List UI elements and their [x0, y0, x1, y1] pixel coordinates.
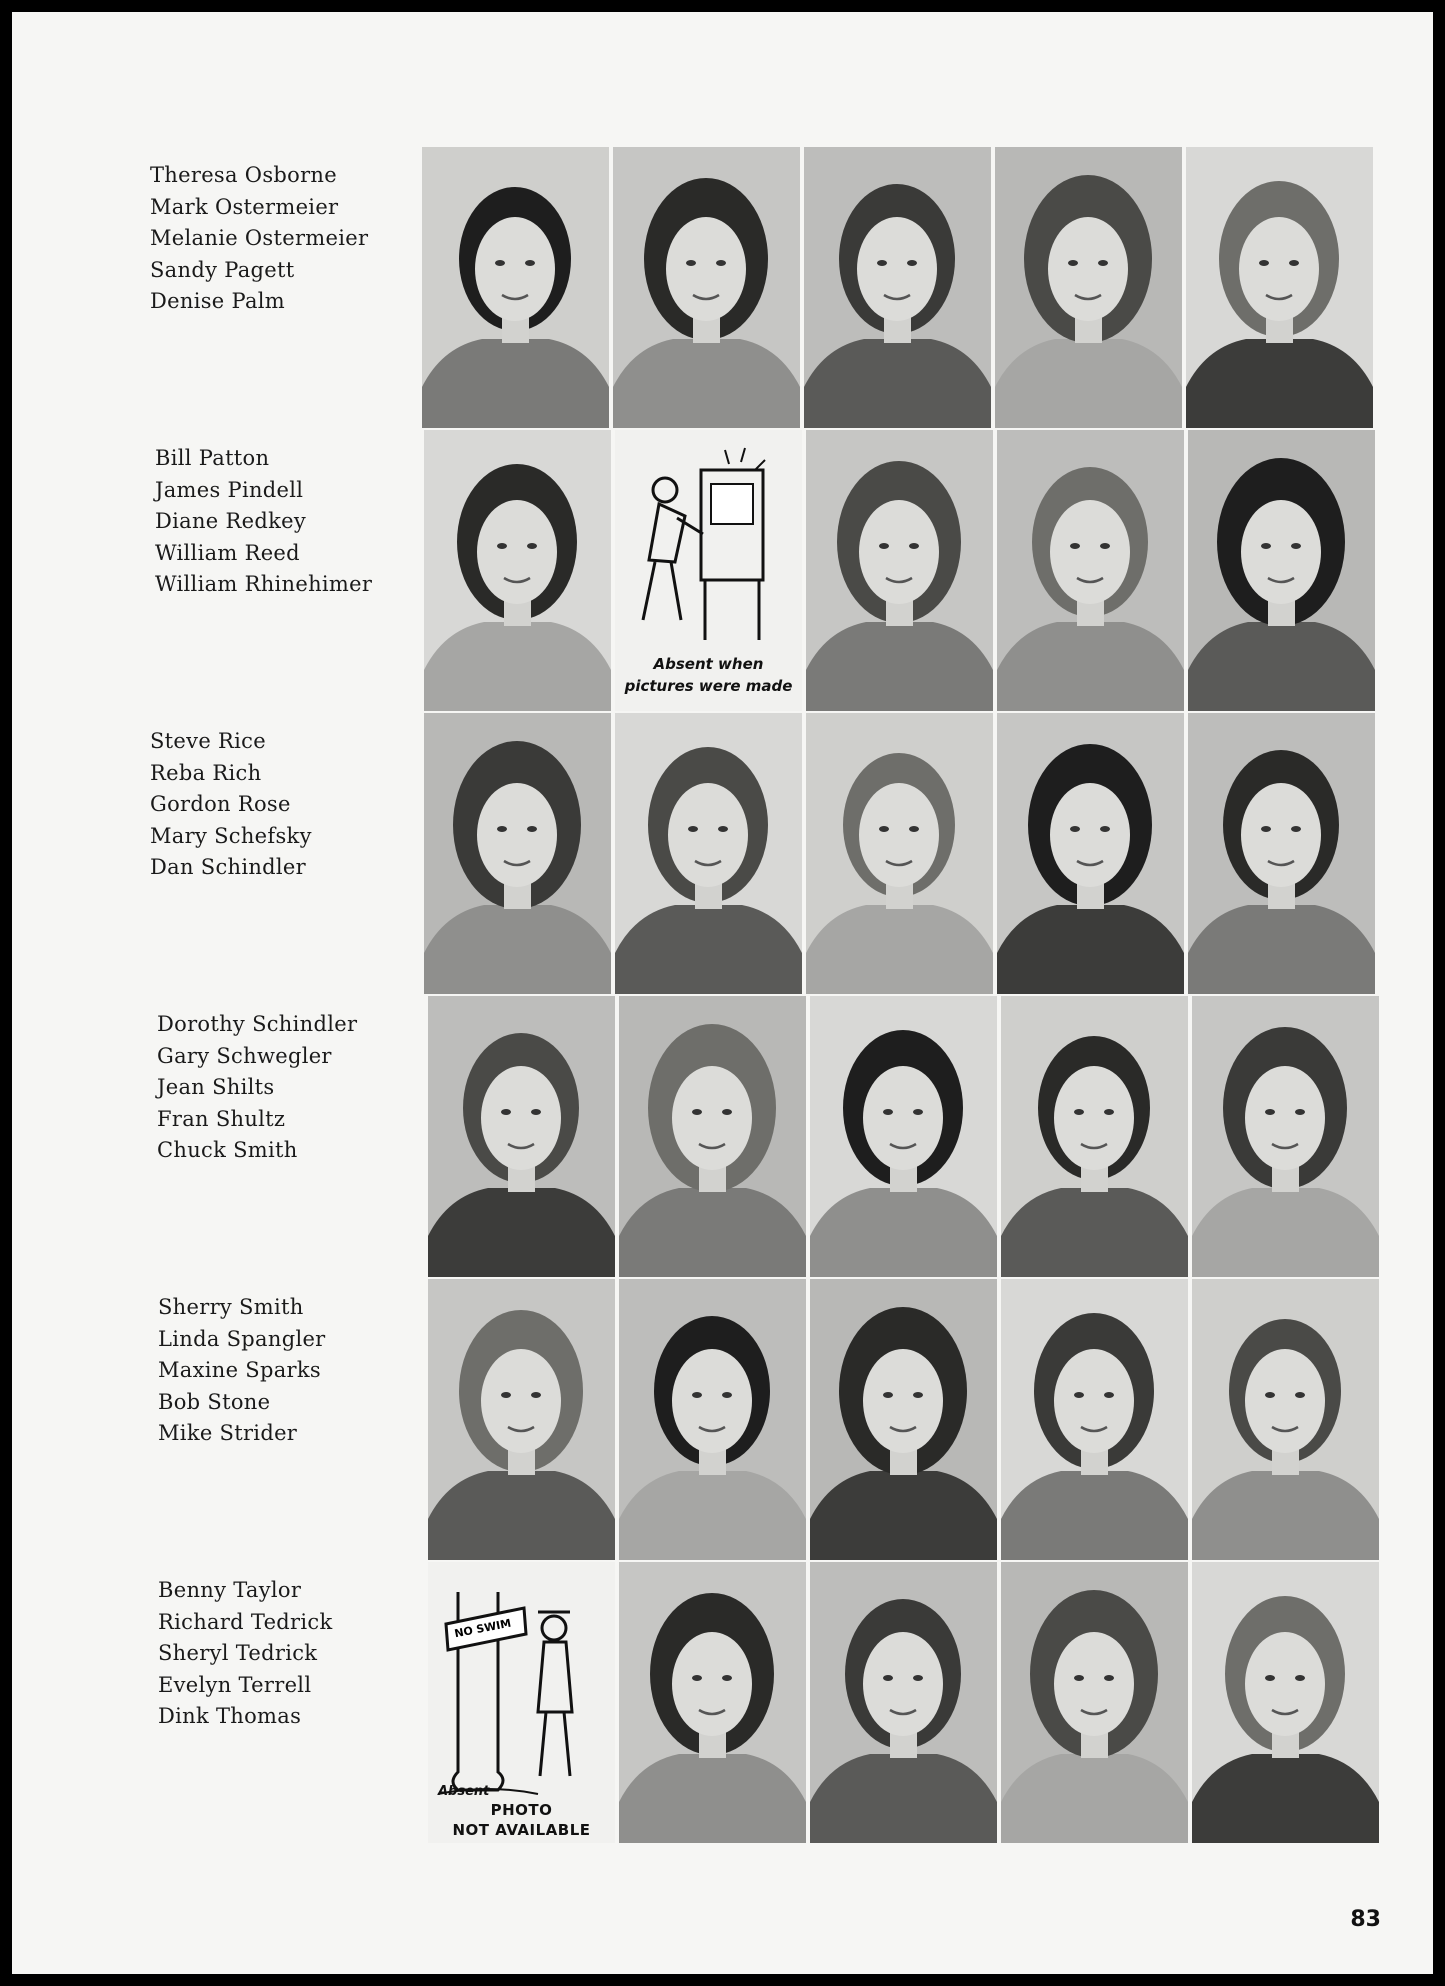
portrait-photo — [619, 1562, 806, 1843]
portrait-photo — [1188, 713, 1375, 994]
portrait-photo — [428, 1279, 615, 1560]
portrait-photo — [810, 996, 997, 1277]
student-photo — [424, 713, 611, 994]
portrait-photo — [1192, 1562, 1379, 1843]
portrait-photo — [1001, 1562, 1188, 1843]
student-name: Mark Ostermeier — [150, 194, 339, 219]
student-name: Theresa Osborne — [150, 163, 337, 187]
student-name: Sheryl Tedrick — [158, 1641, 318, 1665]
photo-row — [428, 1562, 1389, 1845]
student-name: Benny Taylor — [158, 1578, 302, 1602]
student-name: Dink Thomas — [158, 1704, 302, 1728]
student-photo — [810, 1279, 997, 1560]
student-photo — [810, 1562, 997, 1843]
portrait-photo — [619, 1279, 806, 1560]
name-list — [150, 160, 368, 318]
name-list — [158, 1575, 332, 1733]
student-name: Sandy Pagett — [150, 257, 295, 282]
portrait-photo — [428, 996, 615, 1277]
student-name: Mary Schefsky — [150, 823, 312, 848]
photo-row — [422, 147, 1383, 430]
student-photo — [1001, 996, 1188, 1277]
absent-caption: Absent when — [653, 655, 764, 673]
student-photo — [1192, 996, 1379, 1277]
student-name: Linda Spangler — [158, 1326, 326, 1351]
student-photo — [428, 1562, 615, 1843]
student-name: Evelyn Terrell — [158, 1672, 312, 1697]
portrait-photo — [1192, 1279, 1379, 1560]
portrait-photo — [424, 713, 611, 994]
portrait-photo — [613, 147, 800, 428]
name-list — [155, 443, 372, 601]
student-name: Dan Schindler — [150, 855, 306, 879]
portrait-photo — [810, 1279, 997, 1560]
student-name: Gary Schwegler — [157, 1043, 332, 1068]
photo-row — [428, 996, 1389, 1279]
student-name: James Pindell — [155, 477, 304, 502]
student-photo — [424, 430, 611, 711]
student-name: Bob Stone — [158, 1389, 271, 1414]
student-photo — [428, 996, 615, 1277]
student-photo — [428, 1279, 615, 1560]
student-name: Chuck Smith — [157, 1138, 298, 1162]
student-photo — [995, 147, 1182, 428]
portrait-photo — [810, 1562, 997, 1843]
student-name: Denise Palm — [150, 289, 286, 313]
student-name: Richard Tedrick — [158, 1609, 333, 1634]
student-name: Diane Redkey — [155, 509, 306, 533]
student-photo — [997, 430, 1184, 711]
photo-na-caption: NOT AVAILABLE — [452, 1821, 591, 1839]
student-name: Maxine Sparks — [158, 1358, 321, 1382]
portrait-photo — [997, 430, 1184, 711]
absent-label: Absent — [438, 1784, 490, 1799]
student-photo — [1001, 1562, 1188, 1843]
student-photo — [804, 147, 991, 428]
student-photo — [810, 996, 997, 1277]
absent-caption: pictures were made — [624, 677, 793, 695]
portrait-photo — [1001, 1279, 1188, 1560]
student-photo — [613, 147, 800, 428]
portrait-photo — [1188, 430, 1375, 711]
student-name: Fran Shultz — [157, 1106, 286, 1131]
student-photo — [1192, 1562, 1379, 1843]
portrait-photo — [997, 713, 1184, 994]
student-photo — [619, 1562, 806, 1843]
photo-row — [428, 1279, 1389, 1562]
student-photo — [619, 1279, 806, 1560]
portrait-photo — [619, 996, 806, 1277]
student-photo — [806, 713, 993, 994]
portrait-photo — [1192, 996, 1379, 1277]
yearbook-page — [12, 12, 1433, 1974]
portrait-photo — [806, 713, 993, 994]
portrait-photo — [615, 713, 802, 994]
name-list — [150, 726, 312, 884]
student-name: Gordon Rose — [150, 792, 291, 816]
portrait-photo — [804, 147, 991, 428]
page-number: 83 — [1350, 1907, 1381, 1932]
student-name: William Reed — [155, 540, 300, 565]
student-photo — [1192, 1279, 1379, 1560]
student-photo — [615, 713, 802, 994]
photo-row — [424, 713, 1385, 996]
student-name: Reba Rich — [150, 760, 262, 785]
student-photo — [1188, 430, 1375, 711]
student-name: William Rhinehimer — [155, 572, 373, 596]
student-name: Bill Patton — [155, 446, 270, 470]
student-photo — [1186, 147, 1373, 428]
name-list — [158, 1292, 326, 1450]
student-name: Sherry Smith — [158, 1295, 304, 1319]
student-photo — [1188, 713, 1375, 994]
portrait-photo — [995, 147, 1182, 428]
photo-row — [424, 430, 1385, 713]
student-photo — [619, 996, 806, 1277]
student-name: Mike Strider — [158, 1421, 298, 1445]
student-photo — [1001, 1279, 1188, 1560]
portrait-photo — [1186, 147, 1373, 428]
student-name: Melanie Ostermeier — [150, 226, 369, 250]
portrait-photo — [806, 430, 993, 711]
portrait-photo — [424, 430, 611, 711]
photo-na-caption: PHOTO — [490, 1801, 553, 1819]
student-photo — [422, 147, 609, 428]
name-list — [157, 1009, 357, 1167]
student-photo — [997, 713, 1184, 994]
portrait-photo — [1001, 996, 1188, 1277]
sign-text: NO SWIM — [453, 1616, 513, 1641]
student-name: Dorothy Schindler — [157, 1012, 358, 1036]
student-name: Jean Shilts — [157, 1075, 275, 1099]
portrait-photo — [422, 147, 609, 428]
student-photo — [806, 430, 993, 711]
student-name: Steve Rice — [150, 729, 266, 753]
student-photo — [615, 430, 802, 711]
